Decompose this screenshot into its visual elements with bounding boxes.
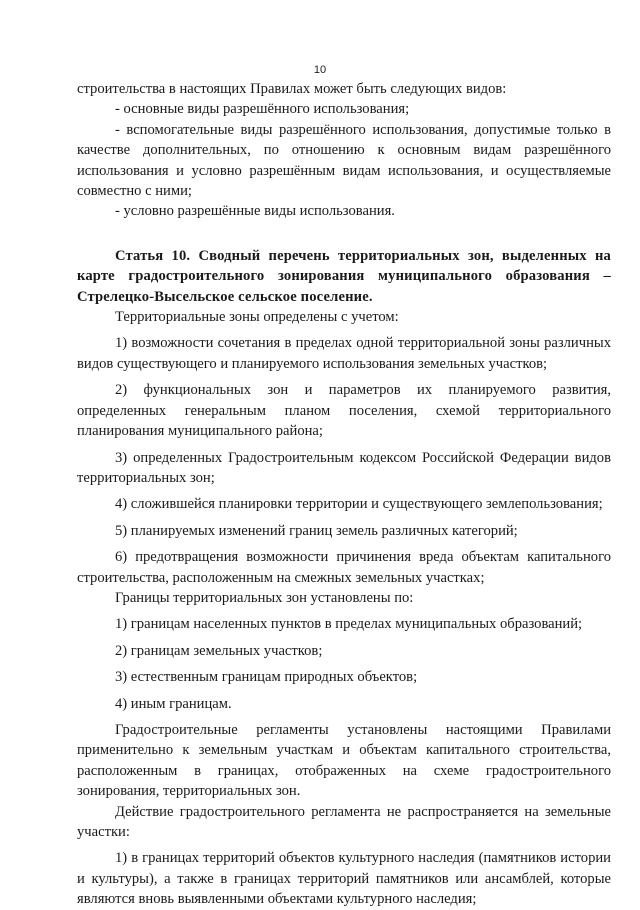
list-item-auxiliary-uses: - вспомогательные виды разрешённого использования, допустимые только в качестве дополнительных, по отношению к основным видам разрешённого использования и условно разрешённым видам использования, и осуществляемые совместно с ними; bbox=[77, 121, 611, 200]
list-item-3-code-zone-types: 3) определенных Градостроительным кодексом Российской Федерации видов территориальных зон; bbox=[77, 449, 611, 486]
list-item-main-uses: - основные виды разрешённого использования; bbox=[115, 101, 410, 118]
list-item-other-boundaries: 4) иным границам. bbox=[115, 695, 232, 712]
list-item-settlement-boundaries: 1) границам населенных пунктов в пределах муниципальных образований; bbox=[115, 616, 583, 633]
paragraph-zones-determined: Территориальные зоны определены с учетом: bbox=[115, 309, 399, 326]
page-number: 10 bbox=[313, 64, 327, 76]
list-item-2-functional-zones: 2) функциональных зон и параметров их планируемого развития, определенных генеральным планом поселения, схемой территориального планирования муниципального района; bbox=[77, 382, 611, 440]
list-item-5-planned-changes: 5) планируемых изменений границ земель различных категорий; bbox=[115, 522, 518, 539]
paragraph-boundaries-established: Границы территориальных зон установлены по: bbox=[115, 589, 414, 606]
list-item-6-harm-prevention: 6) предотвращения возможности причинения вреда объектам капитального строительства, расположенным на смежных земельных участках; bbox=[77, 549, 611, 586]
list-item-natural-boundaries: 3) естественным границам природных объектов; bbox=[115, 669, 418, 686]
list-item-conditional-uses: - условно разрешённые виды использования. bbox=[115, 203, 395, 220]
paragraph-intro-continuation: строительства в настоящих Правилах может быть следующих видов: bbox=[77, 81, 507, 97]
article-10-heading: Статья 10. Сводный перечень территориальных зон, выделенных на карте градостроительного зонирования муниципального образования – Стрелецко-Высельское сельское поселение. bbox=[77, 247, 611, 305]
document-body bbox=[77, 79, 611, 910]
list-item-4-existing-layout: 4) сложившейся планировки территории и существующего землепользования; bbox=[115, 496, 603, 513]
paragraph-regulations-applied: Градостроительные регламенты установлены настоящими Правилами применительно к земельным участкам и объектам капитального строительства, расположенным в границах, отображенных на схеме градостроительного зонирования, территориальных зон. bbox=[77, 721, 611, 800]
paragraph-regulation-exclusions: Действие градостроительного регламента не распространяется на земельные участки: bbox=[77, 803, 611, 840]
list-item-land-plot-boundaries: 2) границам земельных участков; bbox=[115, 642, 323, 659]
list-item-1-combination: 1) возможности сочетания в пределах одной территориальной зоны различных видов существующего и планируемого использования земельных участков; bbox=[77, 335, 611, 372]
list-item-cultural-heritage: 1) в границах территорий объектов культурного наследия (памятников истории и культуры), а также в границах территорий памятников или ансамблей, которые являются вновь выявленными объектами культурного наследия; bbox=[77, 850, 611, 908]
